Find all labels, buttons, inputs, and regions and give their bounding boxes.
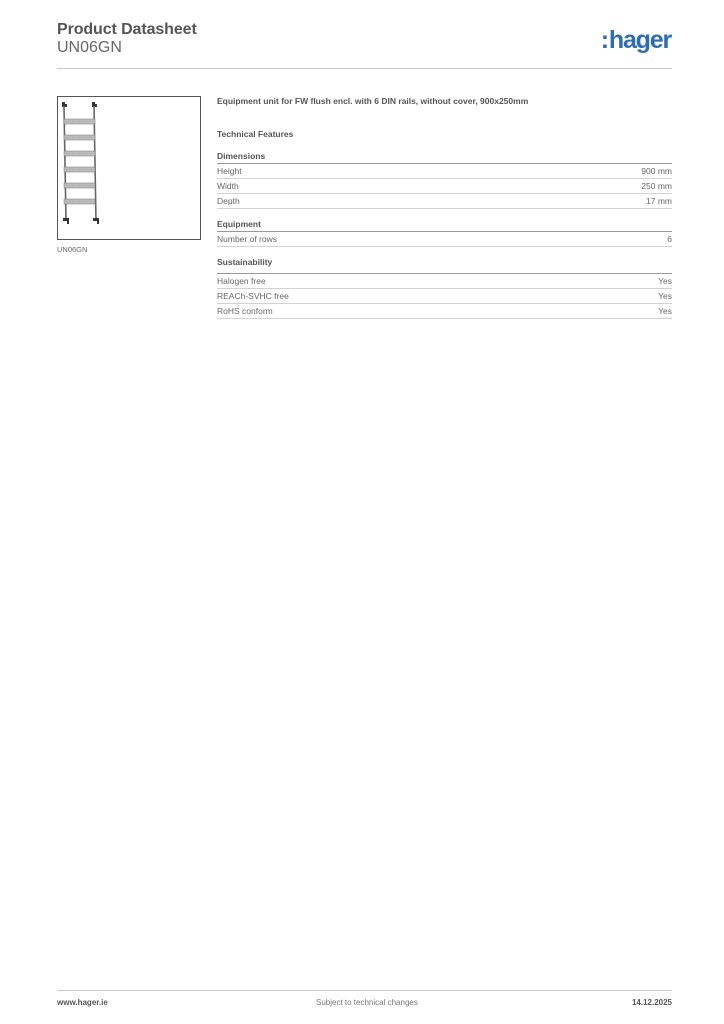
spec-label: RoHS conform xyxy=(217,306,273,316)
spec-value: Yes xyxy=(658,276,672,286)
din-rail-frame-icon xyxy=(58,97,200,239)
footer-date: 14.12.2025 xyxy=(631,998,672,1007)
spec-row xyxy=(217,164,672,179)
spec-label: Depth xyxy=(217,196,240,206)
spec-value: 900 mm xyxy=(641,166,672,176)
hager-logo xyxy=(601,28,671,53)
logo-text: hager xyxy=(608,26,671,54)
footer-divider xyxy=(57,990,672,991)
group-dimensions xyxy=(217,151,672,209)
technical-features-heading: Technical Features xyxy=(217,129,294,139)
group-title: Equipment xyxy=(217,219,672,232)
spec-row xyxy=(217,194,672,209)
spec-label: Height xyxy=(217,166,242,176)
spec-label: REACh-SVHC free xyxy=(217,291,289,301)
product-description: Equipment unit for FW flush encl. with 6 DIN rails, without cover, 900x250mm xyxy=(217,96,529,106)
spec-label: Width xyxy=(217,181,239,191)
spec-value: 6 xyxy=(667,234,672,244)
page-title: Product Datasheet xyxy=(57,21,197,38)
spec-row xyxy=(217,179,672,194)
header-divider xyxy=(57,68,672,69)
content-column xyxy=(217,96,672,319)
spec-value: 250 mm xyxy=(641,181,672,191)
spec-row xyxy=(217,232,672,247)
group-title: Sustainability xyxy=(217,257,273,267)
footer-notice: Subject to technical changes xyxy=(316,998,418,1007)
spec-value: Yes xyxy=(658,291,672,301)
group-title: Dimensions xyxy=(217,151,672,164)
spec-value: 17 mm xyxy=(646,196,672,206)
spec-label: Number of rows xyxy=(217,234,277,244)
footer-website-link[interactable]: www.hager.ie xyxy=(57,998,108,1007)
logo-colon-icon: : xyxy=(600,26,608,54)
spec-row xyxy=(217,274,672,289)
product-code: UN06GN xyxy=(57,39,122,56)
group-equipment xyxy=(217,219,672,247)
spec-row xyxy=(217,304,672,319)
spec-row xyxy=(217,289,672,304)
group-sustainability xyxy=(217,257,672,319)
spec-value: Yes xyxy=(658,306,672,316)
spec-label: Halogen free xyxy=(217,276,266,286)
image-caption: UN06GN xyxy=(57,245,88,254)
product-image xyxy=(57,96,201,240)
